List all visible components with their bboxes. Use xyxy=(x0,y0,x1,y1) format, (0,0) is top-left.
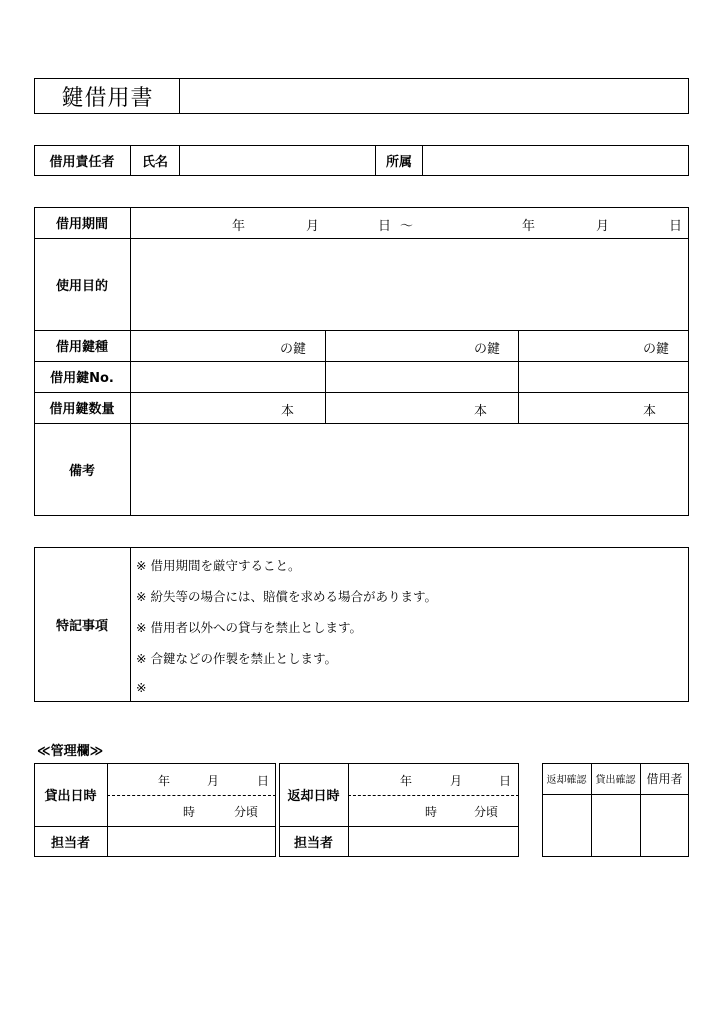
remarks-label: 備考 xyxy=(68,464,95,479)
key-count-label: 借用鍵数量 xyxy=(49,402,115,417)
return-minute: 分頃 xyxy=(474,805,499,819)
key-count-unit-2: 本 xyxy=(474,404,488,419)
confirm-return-label: 返却確認 xyxy=(546,775,587,786)
return-staff-label: 担当者 xyxy=(293,836,333,851)
special-note-3: ※ 借用者以外への貸与を禁止とします。 xyxy=(136,620,362,635)
remarks-field[interactable] xyxy=(132,425,687,514)
purpose-field[interactable] xyxy=(132,240,687,328)
divider xyxy=(34,423,689,424)
period-end-month: 月 xyxy=(596,219,610,234)
confirm-lend-stamp[interactable] xyxy=(593,796,639,855)
key-type-suffix-3: の鍵 xyxy=(643,342,670,357)
return-staff-field[interactable] xyxy=(350,828,517,855)
confirm-return-stamp[interactable] xyxy=(544,796,590,855)
divider xyxy=(34,238,689,239)
purpose-label: 使用目的 xyxy=(55,278,108,294)
key-count-unit-1: 本 xyxy=(281,404,295,419)
period-start-month: 月 xyxy=(306,219,320,234)
divider xyxy=(130,547,131,702)
special-note-2: ※ 紛失等の場合には、賠償を求める場合があります。 xyxy=(136,589,437,604)
borrower-label: 借用者 xyxy=(646,772,683,786)
dept-label: 所属 xyxy=(385,155,412,170)
lend-year: 年 xyxy=(158,774,171,788)
divider xyxy=(34,392,689,393)
responsible-label: 借用責任者 xyxy=(49,155,115,170)
divider xyxy=(348,795,519,796)
return-label: 返却日時 xyxy=(287,789,340,804)
return-day: 日 xyxy=(499,774,512,788)
key-count-unit-3: 本 xyxy=(643,404,657,419)
key-no-field-3[interactable] xyxy=(520,363,687,390)
return-month: 月 xyxy=(450,774,463,788)
divider xyxy=(34,330,689,331)
divider xyxy=(179,145,180,176)
lend-day: 日 xyxy=(257,774,270,788)
special-label: 特記事項 xyxy=(55,619,108,634)
divider xyxy=(542,794,689,795)
divider xyxy=(325,330,326,423)
return-year: 年 xyxy=(400,774,413,788)
dept-field[interactable] xyxy=(424,147,687,174)
lend-minute: 分頃 xyxy=(234,805,259,819)
key-type-label: 借用鍵種 xyxy=(55,340,108,355)
period-start-year: 年 xyxy=(232,219,246,234)
special-note-1: ※ 借用期間を厳守すること。 xyxy=(136,558,301,573)
lend-label: 貸出日時 xyxy=(44,789,97,804)
divider xyxy=(422,145,423,176)
key-no-field-2[interactable] xyxy=(327,363,516,390)
key-no-field-1[interactable] xyxy=(132,363,323,390)
divider xyxy=(518,330,519,423)
page-title: 鍵借用書 xyxy=(61,85,154,111)
period-end-day: 日 xyxy=(669,219,683,234)
borrower-stamp[interactable] xyxy=(642,796,687,855)
divider xyxy=(107,795,276,796)
key-no-label: 借用鍵No. xyxy=(50,371,114,386)
confirm-lend-label: 貸出確認 xyxy=(595,775,636,786)
admin-heading: ≪管理欄≫ xyxy=(37,744,104,759)
period-end-year: 年 xyxy=(522,219,536,234)
special-note-5: ※ xyxy=(136,680,147,695)
lend-hour: 時 xyxy=(183,805,196,819)
name-label: 氏名 xyxy=(141,155,168,170)
name-field[interactable] xyxy=(181,147,374,174)
divider xyxy=(179,78,180,114)
lend-month: 月 xyxy=(207,774,220,788)
special-note-4: ※ 合鍵などの作製を禁止とします。 xyxy=(136,651,337,666)
lend-staff-label: 担当者 xyxy=(50,836,90,851)
lend-staff-field[interactable] xyxy=(109,828,274,855)
key-type-suffix-1: の鍵 xyxy=(280,342,307,357)
divider xyxy=(34,361,689,362)
title-field[interactable] xyxy=(181,80,687,112)
divider xyxy=(348,763,349,857)
return-hour: 時 xyxy=(425,805,438,819)
period-tilde: ～ xyxy=(400,219,414,234)
key-type-suffix-2: の鍵 xyxy=(474,342,501,357)
period-start-day: 日 xyxy=(378,219,392,234)
divider xyxy=(107,763,108,857)
period-label: 借用期間 xyxy=(55,217,108,232)
